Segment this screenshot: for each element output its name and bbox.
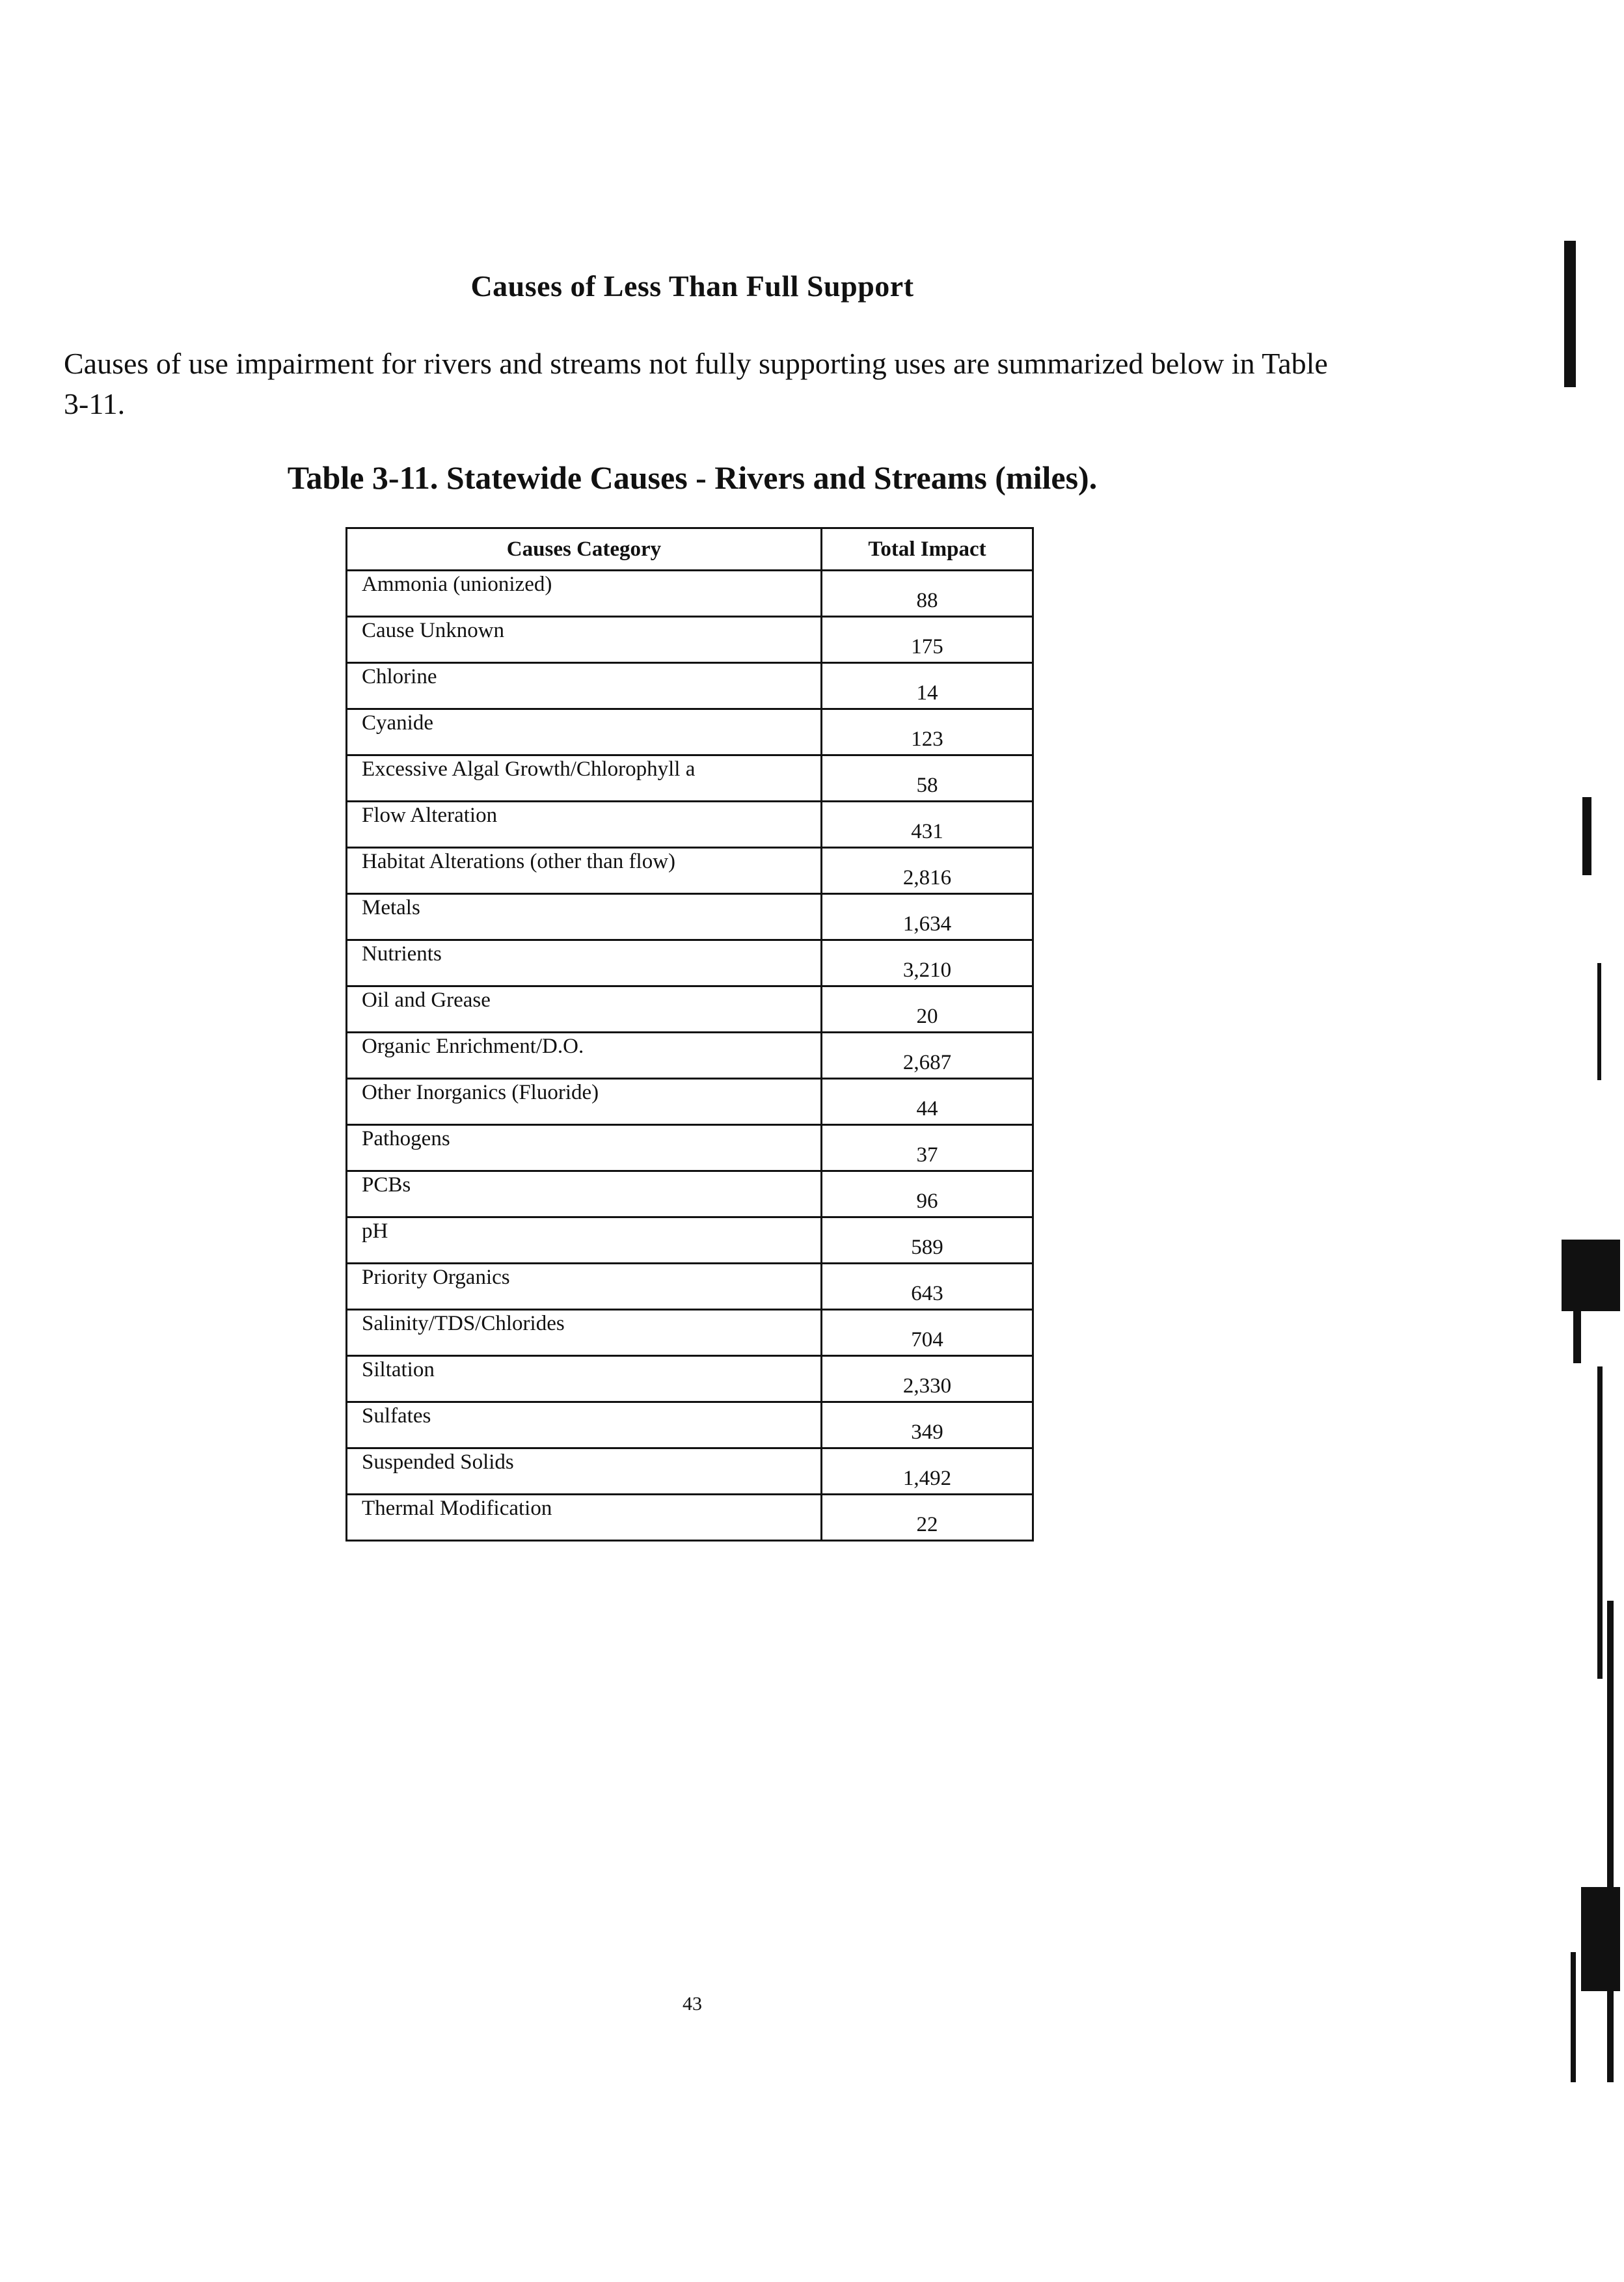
- cell-impact: 2,687: [822, 1033, 1033, 1079]
- scan-artifact: [1597, 963, 1601, 1080]
- cell-impact: 1,634: [822, 894, 1033, 940]
- table-row: [347, 755, 1033, 802]
- cell-category: Priority Organics: [347, 1264, 822, 1310]
- scan-artifact: [1562, 1240, 1620, 1311]
- scan-artifact: [1597, 1366, 1603, 1679]
- table-row: [347, 1495, 1033, 1541]
- causes-table: [345, 527, 1034, 1542]
- cell-impact: 2,816: [822, 848, 1033, 894]
- table-row: [347, 1310, 1033, 1356]
- cell-category: Excessive Algal Growth/Chlorophyll a: [347, 755, 822, 802]
- table-row: [347, 1448, 1033, 1495]
- cell-impact: 643: [822, 1264, 1033, 1310]
- cell-impact: 20: [822, 986, 1033, 1033]
- scan-artifact: [1564, 241, 1576, 387]
- cell-category: Metals: [347, 894, 822, 940]
- cell-impact: 1,492: [822, 1448, 1033, 1495]
- column-header-category: Causes Category: [347, 528, 822, 571]
- cell-impact: 704: [822, 1310, 1033, 1356]
- cell-category: Habitat Alterations (other than flow): [347, 848, 822, 894]
- table-row: [347, 1079, 1033, 1125]
- cell-impact: 123: [822, 709, 1033, 755]
- cell-impact: 431: [822, 802, 1033, 848]
- table-row: [347, 1171, 1033, 1217]
- scan-artifact: [1573, 1311, 1581, 1363]
- table-row: [347, 1264, 1033, 1310]
- cell-category: Pathogens: [347, 1125, 822, 1171]
- table-row: [347, 709, 1033, 755]
- table-row: [347, 1402, 1033, 1448]
- cell-category: Thermal Modification: [347, 1495, 822, 1541]
- cell-category: Chlorine: [347, 663, 822, 709]
- cell-impact: 58: [822, 755, 1033, 802]
- cell-impact: 44: [822, 1079, 1033, 1125]
- table-row: [347, 940, 1033, 986]
- table-header-row: [347, 528, 1033, 571]
- cell-category: Oil and Grease: [347, 986, 822, 1033]
- cell-category: Cyanide: [347, 709, 822, 755]
- table-row: [347, 848, 1033, 894]
- table-row: [347, 1033, 1033, 1079]
- table-row: [347, 802, 1033, 848]
- table-row: [347, 571, 1033, 617]
- cell-impact: 349: [822, 1402, 1033, 1448]
- section-heading: Causes of Less Than Full Support: [470, 269, 914, 303]
- cell-category: Flow Alteration: [347, 802, 822, 848]
- cell-category: Suspended Solids: [347, 1448, 822, 1495]
- cell-category: Organic Enrichment/D.O.: [347, 1033, 822, 1079]
- cell-category: Siltation: [347, 1356, 822, 1402]
- table-row: [347, 1356, 1033, 1402]
- page-number: 43: [683, 1993, 702, 2015]
- cell-impact: 22: [822, 1495, 1033, 1541]
- scan-artifact: [1582, 797, 1591, 875]
- scan-artifact: [1607, 1601, 1614, 2082]
- intro-paragraph: Causes of use impairment for rivers and streams not fully supporting uses are summarized below in Table 3-11.: [64, 347, 1328, 420]
- cell-impact: 96: [822, 1171, 1033, 1217]
- table-caption: Table 3-11. Statewide Causes - Rivers and Streams (miles).: [287, 459, 1098, 496]
- table-row: [347, 986, 1033, 1033]
- table-row: [347, 617, 1033, 663]
- cell-category: Nutrients: [347, 940, 822, 986]
- cell-impact: 88: [822, 571, 1033, 617]
- table-row: [347, 663, 1033, 709]
- cell-category: Ammonia (unionized): [347, 571, 822, 617]
- cell-impact: 3,210: [822, 940, 1033, 986]
- cell-category: pH: [347, 1217, 822, 1264]
- table-row: [347, 1125, 1033, 1171]
- cell-category: Other Inorganics (Fluoride): [347, 1079, 822, 1125]
- scan-artifact: [1581, 1887, 1620, 1991]
- cell-impact: 37: [822, 1125, 1033, 1171]
- table-row: [347, 894, 1033, 940]
- cell-impact: 589: [822, 1217, 1033, 1264]
- column-header-impact: Total Impact: [822, 528, 1033, 571]
- scan-artifact: [1571, 1952, 1576, 2082]
- cell-impact: 14: [822, 663, 1033, 709]
- cell-impact: 175: [822, 617, 1033, 663]
- table-row: [347, 1217, 1033, 1264]
- cell-impact: 2,330: [822, 1356, 1033, 1402]
- cell-category: Cause Unknown: [347, 617, 822, 663]
- cell-category: Salinity/TDS/Chlorides: [347, 1310, 822, 1356]
- table-body: [347, 571, 1033, 1541]
- cell-category: Sulfates: [347, 1402, 822, 1448]
- cell-category: PCBs: [347, 1171, 822, 1217]
